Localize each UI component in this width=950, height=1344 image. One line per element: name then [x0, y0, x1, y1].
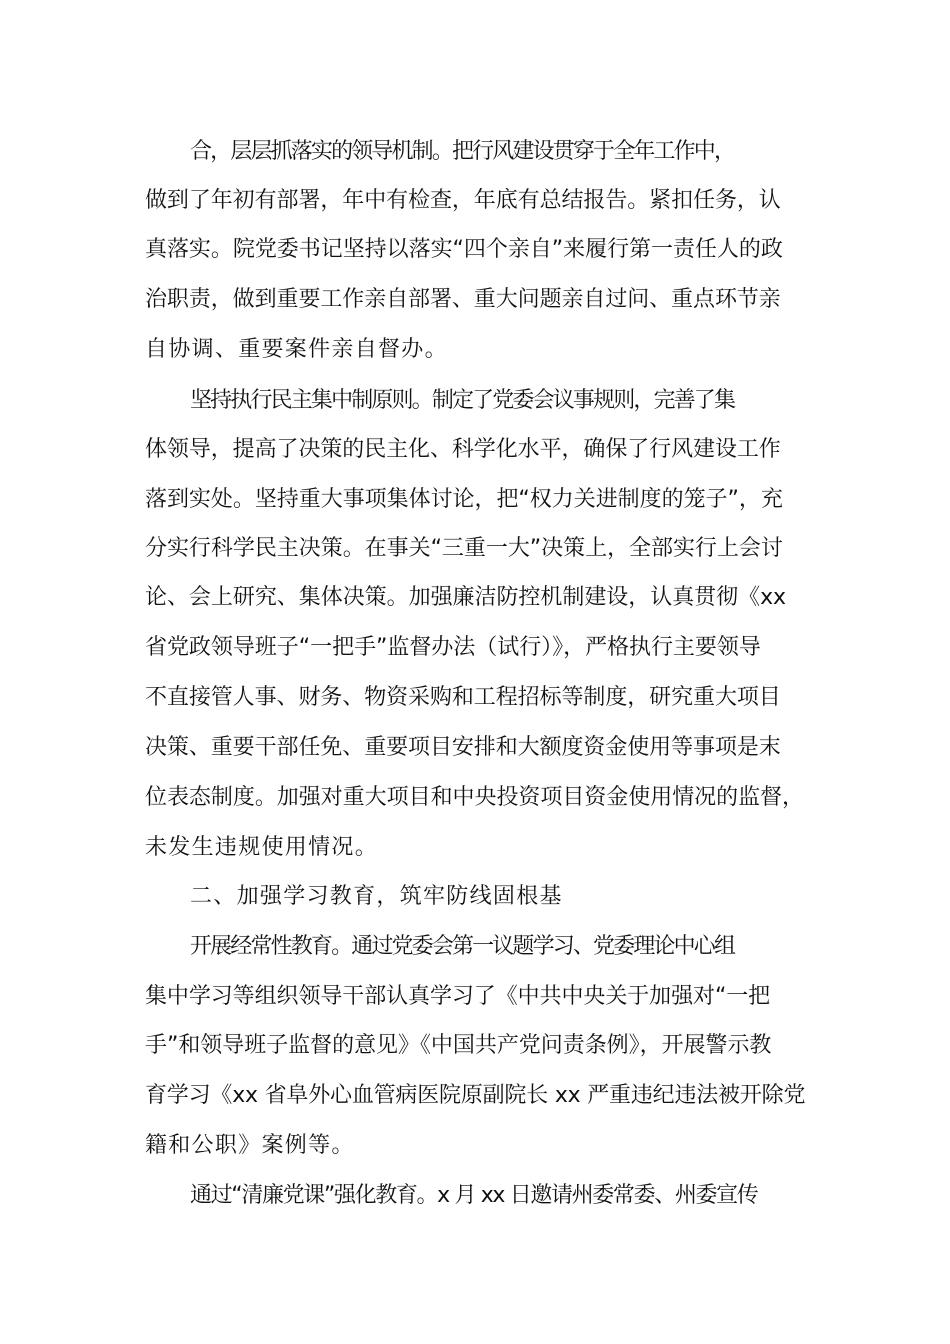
text-line: 育学习《xx 省阜外心血管病医院原副院长 xx 严重违纪违法被开除党	[145, 1083, 806, 1108]
text-line: 合，层层抓落实的领导机制。把行风建设贯穿于全年工作中，	[190, 139, 735, 164]
text-line: 未发生违规使用情况。	[145, 835, 379, 860]
text-line: 体领导，提高了决策的民主化、科学化水平，确保了行风建设工作	[145, 437, 781, 462]
text-line: 手”和领导班子监督的意见》《中国共产党问责条例》，开展警示教	[145, 1033, 772, 1058]
text-line: 开展经常性教育。通过党委会第一议题学习、党委理论中心组	[190, 934, 735, 959]
text-line: 落到实处。坚持重大事项集体讨论，把“权力关进制度的笼子”，充	[145, 487, 783, 512]
text-line: 分实行科学民主决策。在事关“三重一大”决策上，全部实行上会讨	[145, 536, 783, 561]
text-line: 做到了年初有部署，年中有检查，年底有总结报告。紧扣任务，认	[145, 188, 781, 213]
text-line: 自协调、重要案件亲自督办。	[145, 337, 448, 362]
text-line: 位表态制度。加强对重大项目和中央投资项目资金使用情况的监督，	[145, 785, 805, 810]
section-heading: 二、加强学习教育，筑牢防线固根基	[190, 884, 563, 909]
text-line: 真落实。院党委书记坚持以落实“四个亲自”来履行第一责任人的政	[145, 237, 783, 262]
text-line: 不直接管人事、财务、物资采购和工程招标等制度，研究重大项目	[145, 685, 781, 710]
text-line: 集中学习等组织领导干部认真学习了《中共中央关于加强对“一把	[145, 984, 771, 1009]
text-line: 治职责，做到重要工作亲自部署、重大问题亲自过问、重点环节亲	[145, 287, 781, 312]
text-line: 通过“清廉党课”强化教育。x 月 xx 日邀请州委常委、州委宣传	[190, 1183, 758, 1208]
text-line: 论、会上研究、集体决策。加强廉洁防控机制建设，认真贯彻《xx	[145, 585, 787, 610]
text-line: 坚持执行民主集中制原则。制定了党委会议事规则，完善了集	[190, 388, 735, 413]
text-line: 省党政领导班子“一把手”监督办法（试行）》，严格执行主要领导	[145, 635, 761, 660]
text-line: 籍和公职》案例等。	[145, 1133, 355, 1158]
text-line: 决策、重要干部任免、重要项目安排和大额度资金使用等事项是末	[145, 735, 781, 760]
